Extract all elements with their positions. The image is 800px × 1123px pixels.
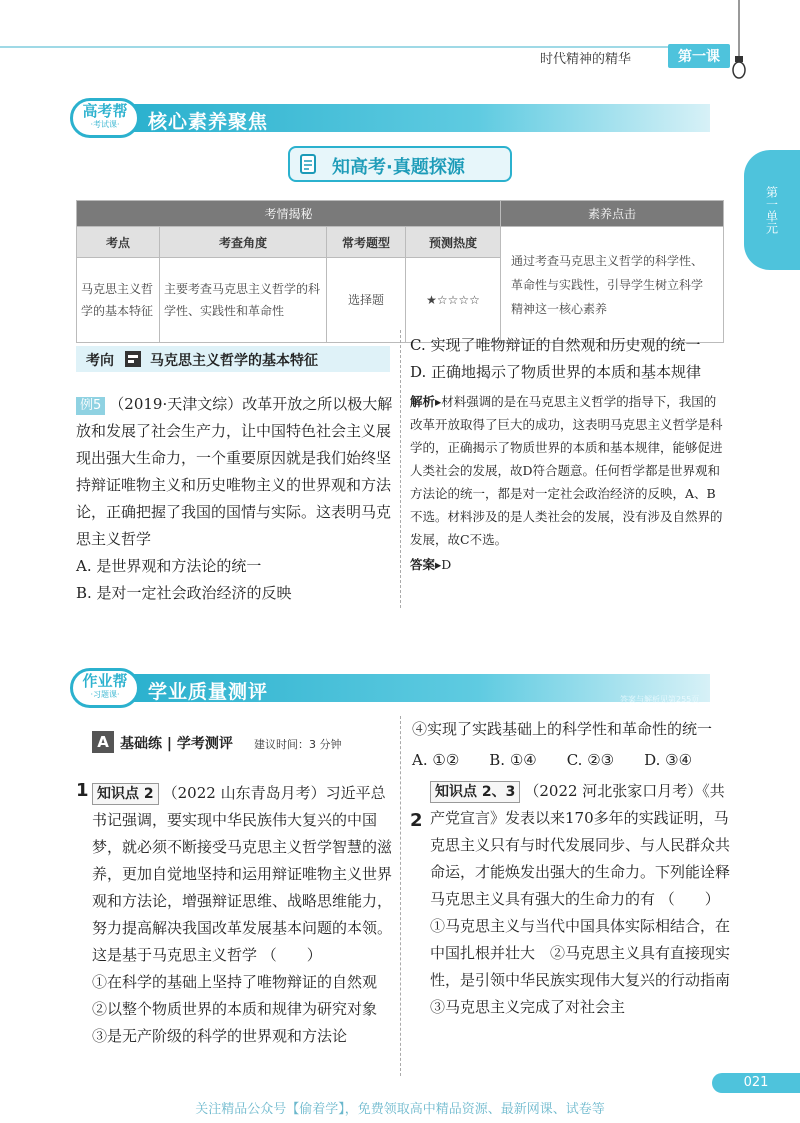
answer-label: 答案▸ xyxy=(410,557,442,572)
exam-info-table xyxy=(76,200,724,343)
statement: ③是无产阶级的科学的世界观和方法论 xyxy=(92,1027,348,1045)
header-title: 时代精神的精华 xyxy=(540,52,632,67)
example-options-continued xyxy=(410,332,730,386)
question-number: 1 xyxy=(76,780,89,801)
option-c: C. 实现了唯物辩证的自然观和历史观的统一 xyxy=(410,336,701,354)
kaoxiang-label: 考向 xyxy=(86,353,114,369)
table-cell: 主要考查马克思主义哲学的科学性、实践性和革命性 xyxy=(160,258,327,343)
column-divider xyxy=(400,716,401,1076)
lightbulb-icon xyxy=(732,0,746,80)
zhigaokao-heading xyxy=(288,146,512,182)
basic-practice-bar xyxy=(92,731,382,757)
knowledge-point-tag: 知识点 2、3 xyxy=(430,781,520,803)
example-tag: 例5 xyxy=(76,397,105,415)
example-source: （2019·天津文综） xyxy=(109,395,243,413)
right-column-bottom xyxy=(412,716,746,1021)
kaoxiang-title: 马克思主义哲学的基本特征 xyxy=(150,353,318,369)
page-number: 021 xyxy=(712,1073,800,1093)
knowledge-point-tag: 知识点 2 xyxy=(92,783,159,805)
column-divider xyxy=(400,330,401,608)
question-text: （2022 河北张家口月考）《共产党宣言》发表以来170多年的实践证明，马克思主义只有与时代发展同步、与人民群众共命运，才能焕发出强大的生命力。下列能诠释马克思主义具有强大的生命力的有 （ ） xyxy=(430,782,731,908)
example-text: 改革开放之所以极大解放和发展了社会生产力，让中国特色社会主义展现出强大生命力，一个重要原因就是我们始终坚持辩证唯物主义和历史唯物主义的世界观和方法论，正确把握了我国的国情与实际。这表明马克思主义哲学 xyxy=(76,395,393,548)
table-cell-rating: ★☆☆☆☆ xyxy=(406,258,501,343)
banner-badge xyxy=(70,668,140,708)
table-cell: 马克思主义哲学的基本特征 xyxy=(77,258,160,343)
banner-title: 学业质量测评 xyxy=(148,681,269,703)
section-banner-core xyxy=(70,98,710,138)
table-group-header: 素养点击 xyxy=(501,201,724,227)
section-banner-homework xyxy=(70,668,710,708)
option-d: D. 正确地揭示了物质世界的本质和基本规律 xyxy=(410,363,702,381)
zhigaokao-title: 知高考·真题探源 xyxy=(332,157,465,178)
answer-reference-note: 答案与解析见第255页 xyxy=(620,695,700,704)
table-group-header: 考情揭秘 xyxy=(77,201,501,227)
side-unit-tab[interactable]: 第一单元 xyxy=(744,150,800,270)
example-stem xyxy=(76,391,394,553)
footer-note: 关注精品公众号【偷着学】，免费领取高中精品资源、最新网课、试卷等 xyxy=(195,1102,605,1117)
badge-main: 作业帮 xyxy=(82,672,128,690)
question-number: 2 xyxy=(410,810,423,831)
basic-practice-title: 基础练 | 学考测评 xyxy=(120,736,233,752)
suggested-time: 建议时间：3 分钟 xyxy=(254,738,342,751)
table-col-header: 考点 xyxy=(77,227,160,258)
banner-badge xyxy=(70,98,140,138)
table-cell: 选择题 xyxy=(327,258,406,343)
level-letter: A xyxy=(92,731,114,753)
flag-icon xyxy=(124,350,142,368)
example-question xyxy=(76,391,394,607)
badge-main: 高考帮 xyxy=(82,102,128,120)
question-1 xyxy=(92,780,394,1050)
kaoxiang-bar xyxy=(76,346,390,372)
document-icon xyxy=(298,153,320,175)
statement: ④实现了实践基础上的科学性和革命性的统一 xyxy=(412,720,713,738)
analysis-block xyxy=(410,390,728,576)
badge-sub: ·习题课· xyxy=(90,690,120,699)
answer-value: D xyxy=(441,557,452,572)
table-cell-suyang: 通过考查马克思主义哲学的科学性、革命性与实践性，引导学生树立科学精神这一核心素养 xyxy=(501,227,724,343)
table-col-header: 常考题型 xyxy=(327,227,406,258)
question-2 xyxy=(412,778,746,1021)
analysis-label: 解析▸ xyxy=(410,394,442,409)
statement: ②以整个物质世界的本质和规律为研究对象 xyxy=(92,1000,378,1018)
question-stem xyxy=(430,778,730,913)
answer-line xyxy=(410,553,728,576)
statement: ①马克思主义与当代中国具体实际相结合，在中国扎根并壮大 ②马克思主义具有直接现实性，是引领中华民族实现伟大复兴的行动指南 ③马克思主义完成了对社会主 xyxy=(430,917,746,1016)
lesson-badge: 第一课 xyxy=(668,44,730,68)
analysis-paragraph xyxy=(410,390,728,551)
statement: ①在科学的基础上坚持了唯物辩证的自然观 xyxy=(92,973,378,991)
table-col-header: 考查角度 xyxy=(160,227,327,258)
answer-options: A. ①② B. ①④ C. ②③ D. ③④ xyxy=(412,751,693,769)
table-col-header: 预测热度 xyxy=(406,227,501,258)
banner-title: 核心素养聚焦 xyxy=(148,111,269,133)
question-text: （2022 山东青岛月考）习近平总书记强调，要实现中华民族伟大复兴的中国梦，就必须不断接受马克思主义哲学智慧的滋养，更加自觉地坚持和运用辩证唯物主义世界观和方法论，增强辩证思维、战略思维能力，努力提高解决我国改革发展基本问题的本领。这是基于马克思主义哲学 （ ） xyxy=(92,784,393,964)
analysis-text: 材料强调的是在马克思主义哲学的指导下，我国的改革开放取得了巨大的成功，这表明马克思主义哲学是科学的，正确揭示了物质世界的本质和基本规律，能够促进人类社会的发展，故D符合题意。任何哲学都是世界观和方法论的统一，都是对一定社会政治经济的反映，A、B不选。材料涉及的是人类社会的发展，没有涉及自然界的发展，故C不选。 xyxy=(410,394,723,547)
option-a: A. 是世界观和方法论的统一 xyxy=(76,557,262,575)
question-stem xyxy=(92,780,394,969)
option-b: B. 是对一定社会政治经济的反映 xyxy=(76,584,292,602)
badge-sub: ·考试课· xyxy=(90,120,120,129)
